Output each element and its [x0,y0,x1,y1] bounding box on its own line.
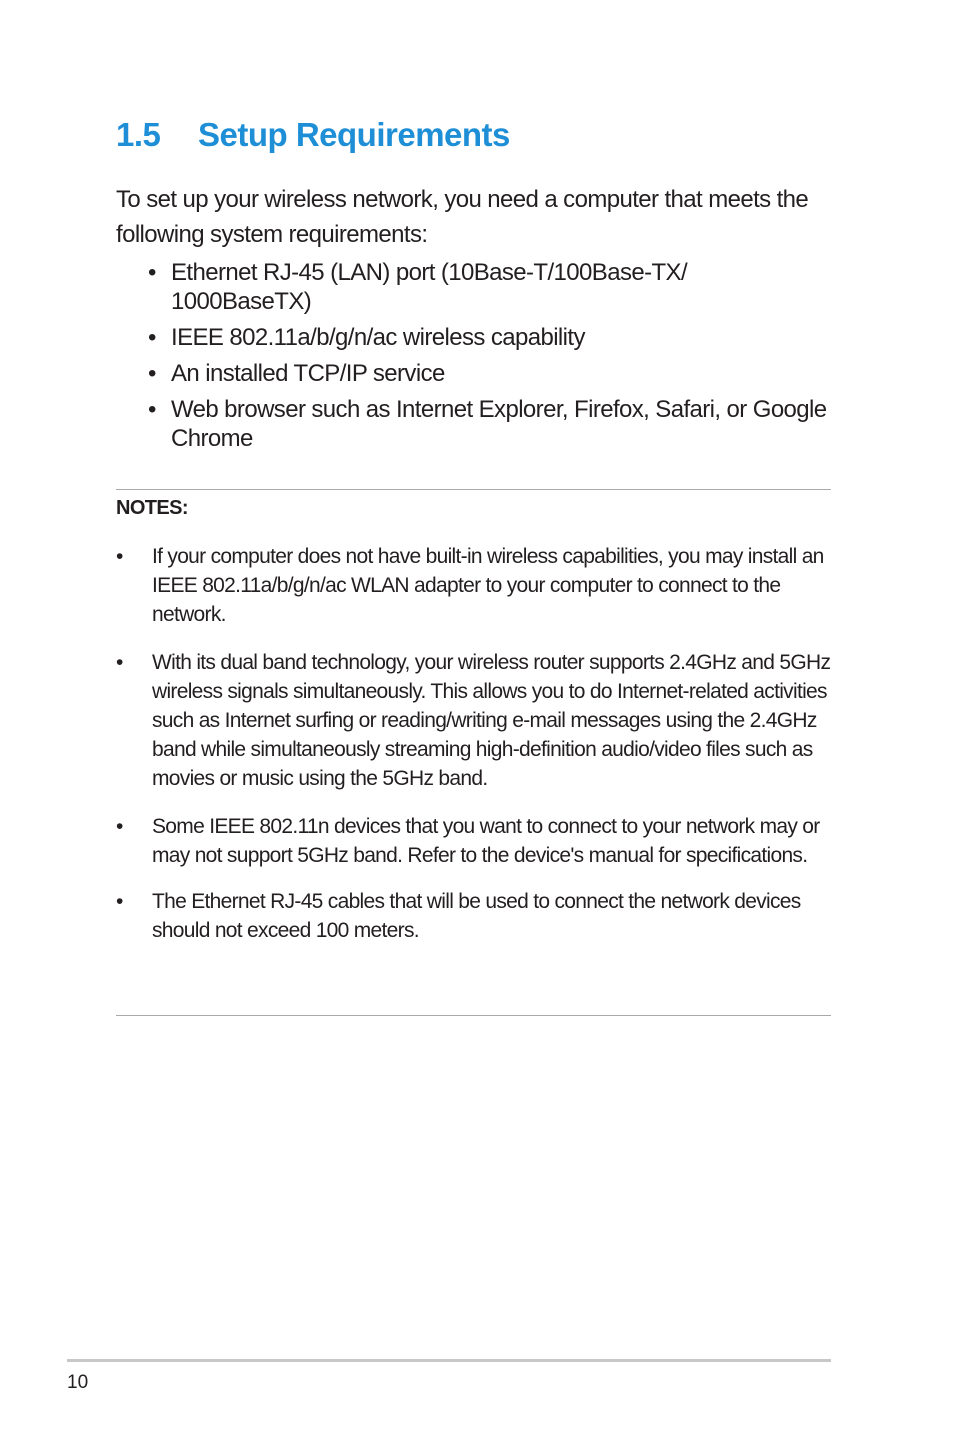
notes-top-divider [116,489,831,490]
section-number: 1.5 [116,116,161,153]
page-number: 10 [67,1372,89,1393]
note-item [116,543,831,629]
requirement-text: An installed TCP/IP service [171,360,445,387]
requirement-item [116,395,831,453]
section-heading [116,116,510,154]
note-text: With its dual band technology, your wireless router supports 2.4GHz and 5GHz wireless signals simultaneously. This allows you to do Internet-related activities such as Internet surfing or reading/writing e-mail messages using the 2.4GHz band while simultaneously streaming high-definition audio/video files such as movies or music using the 5GHz band. [152,651,831,790]
note-item [116,888,831,946]
bullet-icon: • [116,815,123,839]
note-text: Some IEEE 802.11n devices that you want to connect to your network may or may not support 5GHz band. Refer to the device's manual for specifications. [152,815,820,868]
requirement-text: IEEE 802.11a/b/g/n/ac wireless capability [171,324,585,351]
bullet-icon: • [148,324,156,351]
section-title: Setup Requirements [198,116,510,153]
bullet-icon: • [148,396,156,423]
notes-list [116,543,831,966]
bullet-icon: • [116,651,123,675]
bullet-icon: • [148,360,156,387]
notes-title: NOTES: [116,497,188,519]
requirement-item [116,359,831,388]
requirement-item [116,258,831,316]
note-item [116,649,831,793]
footer-divider [67,1359,831,1362]
requirement-text: Web browser such as Internet Explorer, Firefox, Safari, or Google Chrome [171,396,827,452]
bullet-icon: • [148,259,156,286]
note-item [116,813,831,871]
requirement-text: Ethernet RJ-45 (LAN) port (10Base-T/100Base-TX/ 1000BaseTX) [171,259,688,315]
note-text: If your computer does not have built-in wireless capabilities, you may install an IEEE 802.11a/b/g/n/ac WLAN adapter to your computer to connect to the network. [152,545,824,626]
intro-paragraph: To set up your wireless network, you need a computer that meets the following system requirements: [116,186,809,248]
notes-bottom-divider [116,1015,831,1016]
bullet-icon: • [116,889,123,913]
requirement-item [116,323,831,352]
bullet-icon: • [116,545,123,568]
note-text: The Ethernet RJ-45 cables that will be used to connect the network devices should not exceed 100 meters. [152,889,801,942]
requirements-list [116,258,831,460]
